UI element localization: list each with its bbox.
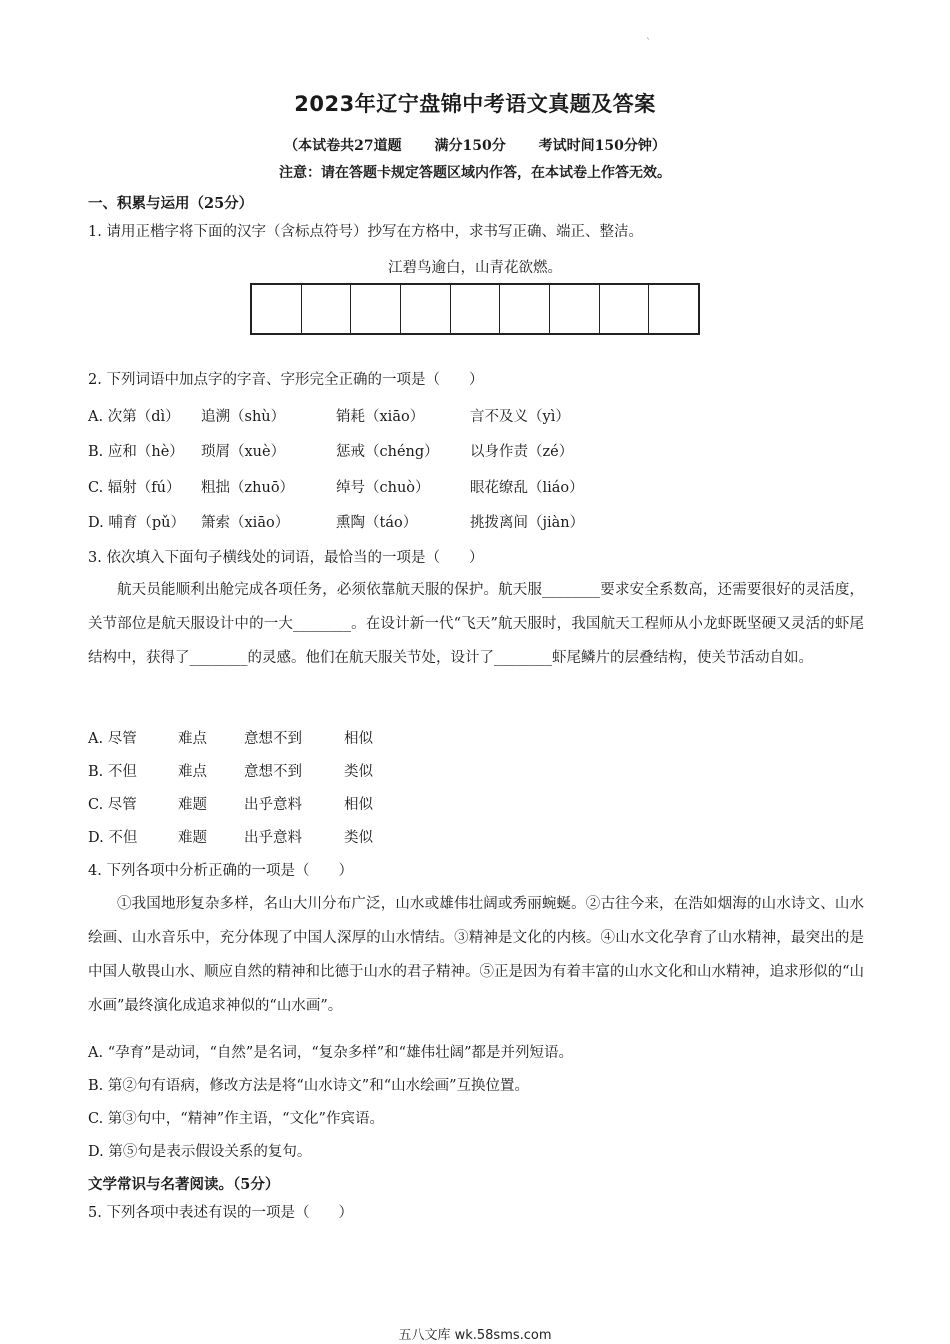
q2-stem: 2. 下列词语中加点字的字音、字形完全正确的一项是（ ） [88,372,484,388]
option-word: 类似 [344,830,373,846]
grid-cell [649,285,698,333]
option-word: 难题 [178,830,207,846]
option-word: 难点 [178,764,207,780]
option-word: A. 次第（dì） [88,409,180,425]
q4-option-d: D. 第⑤句是表示假设关系的复句。 [88,1144,312,1160]
option-word: D. 哺育（pǔ） [88,515,185,531]
grid-cell [401,285,451,333]
footer-watermark: 五八文库 wk.58sms.com [398,1328,552,1343]
option-word: 眼花缭乱（liáo） [470,480,584,496]
section1-heading: 一、积累与运用（25分） [88,195,254,212]
grid-cell [252,285,302,333]
info-question-count: （本试卷共27道题 [284,138,402,154]
option-word: 类似 [344,764,373,780]
option-word: 挑拨离间（jiàn） [470,515,585,531]
option-word: 以身作责（zé） [470,444,574,460]
option-word: 绰号（chuò） [336,480,430,496]
q3-option-a [88,727,373,748]
info-exam-time: 考试时间150分钟） [538,138,666,154]
grid-cell [500,285,550,333]
option-word: A. 尽管 [88,731,137,747]
grid-cell [550,285,600,333]
option-word: 难点 [178,731,207,747]
q4-option-b: B. 第②句有语病，修改方法是将“山水诗文”和“山水绘画”互换位置。 [88,1078,530,1094]
info-full-score: 满分150分 [434,138,506,154]
option-word: 出乎意料 [244,797,302,813]
q2-option-a [88,405,570,426]
q2-option-d [88,511,584,532]
option-word: 意想不到 [244,764,302,780]
page-title: 2023年辽宁盘锦中考语文真题及答案 [294,92,656,116]
grid-cell [600,285,650,333]
q1-stem: 1. 请用正楷字将下面的汉字（含标点符号）抄写在方格中，求书写正确、端正、整洁。 [88,224,643,240]
q3-stem: 3. 依次填入下面句子横线处的词语，最恰当的一项是（ ） [88,550,484,566]
q5-stem: 5. 下列各项中表述有误的一项是（ ） [88,1205,353,1221]
q4-option-c: C. 第③句中，“精神”作主语，“文化”作宾语。 [88,1111,384,1127]
option-word: 难题 [178,797,207,813]
q3-option-b [88,760,373,781]
option-word: 相似 [344,797,373,813]
option-word: B. 不但 [88,764,137,780]
grid-cell [302,285,352,333]
option-word: 琐屑（xuè） [201,444,286,460]
option-word: 惩戒（chéng） [336,444,439,460]
q1-verse: 江碧鸟逾白，山青花欲燃。 [388,260,562,276]
q4-passage-text: ①我国地形复杂多样，名山大川分布广泛，山水或雄伟壮阔或秀丽蜿蜒。②古往今来，在浩如烟海的山水诗文、山水绘画、山水音乐中，充分体现了中国人深厚的山水情结。③精神是文化的内核。④山水文化孕育了山水精神，最突出的是中国人敬畏山水、顺应自然的精神和比德于山水的君子精神。⑤正是因为有着丰富的山水文化和山水精神，追求形似的“山水画”最终演化成追求神似的“山水画”。 [88,896,864,1014]
option-word: 粗拙（zhuō） [201,480,295,496]
exam-info [0,135,950,155]
q4-stem: 4. 下列各项中分析正确的一项是（ ） [88,863,353,879]
grid-cell [451,285,501,333]
option-word: 追溯（shù） [201,409,286,425]
option-word: B. 应和（hè） [88,444,184,460]
section2-heading: 文学常识与名著阅读。（5分） [88,1176,280,1193]
q3-passage-text: 航天员能顺利出舱完成各项任务，必须依靠航天服的保护。航天服________要求安全系数高，还需要很好的灵活度，关节部位是航天服设计中的一大________。在设计新一代“飞天”航天服时，我国航天工程师从小龙虾既坚硬又灵活的虾尾结构中，获得了________的灵感。他们在航天服关节处，设计了________虾尾鳞片的层叠结构，使关节活动自如。 [88,582,864,666]
option-word: 相似 [344,731,373,747]
option-word: 出乎意料 [244,830,302,846]
option-word: C. 尽管 [88,797,137,813]
exam-notice: 注意：请在答题卡规定答题区域内作答，在本试卷上作答无效。 [279,165,671,181]
option-word: 言不及义（yì） [470,409,570,425]
q3-passage [88,573,864,675]
writing-grid [250,283,700,335]
q4-option-a: A. “孕育”是动词，“自然”是名词，“复杂多样”和“雄伟壮阔”都是并列短语。 [88,1045,573,1061]
q2-option-c [88,476,584,497]
q3-option-d [88,826,373,847]
corner-mark: ` [646,38,651,49]
option-word: 意想不到 [244,731,302,747]
option-word: 熏陶（táo） [336,515,418,531]
q4-passage [88,887,864,1023]
q2-option-b [88,440,573,461]
option-word: 销耗（xiāo） [336,409,425,425]
option-word: 箫索（xiāo） [201,515,290,531]
q3-option-c [88,793,373,814]
option-word: D. 不但 [88,830,138,846]
option-word: C. 辐射（fú） [88,480,181,496]
grid-cell [351,285,401,333]
